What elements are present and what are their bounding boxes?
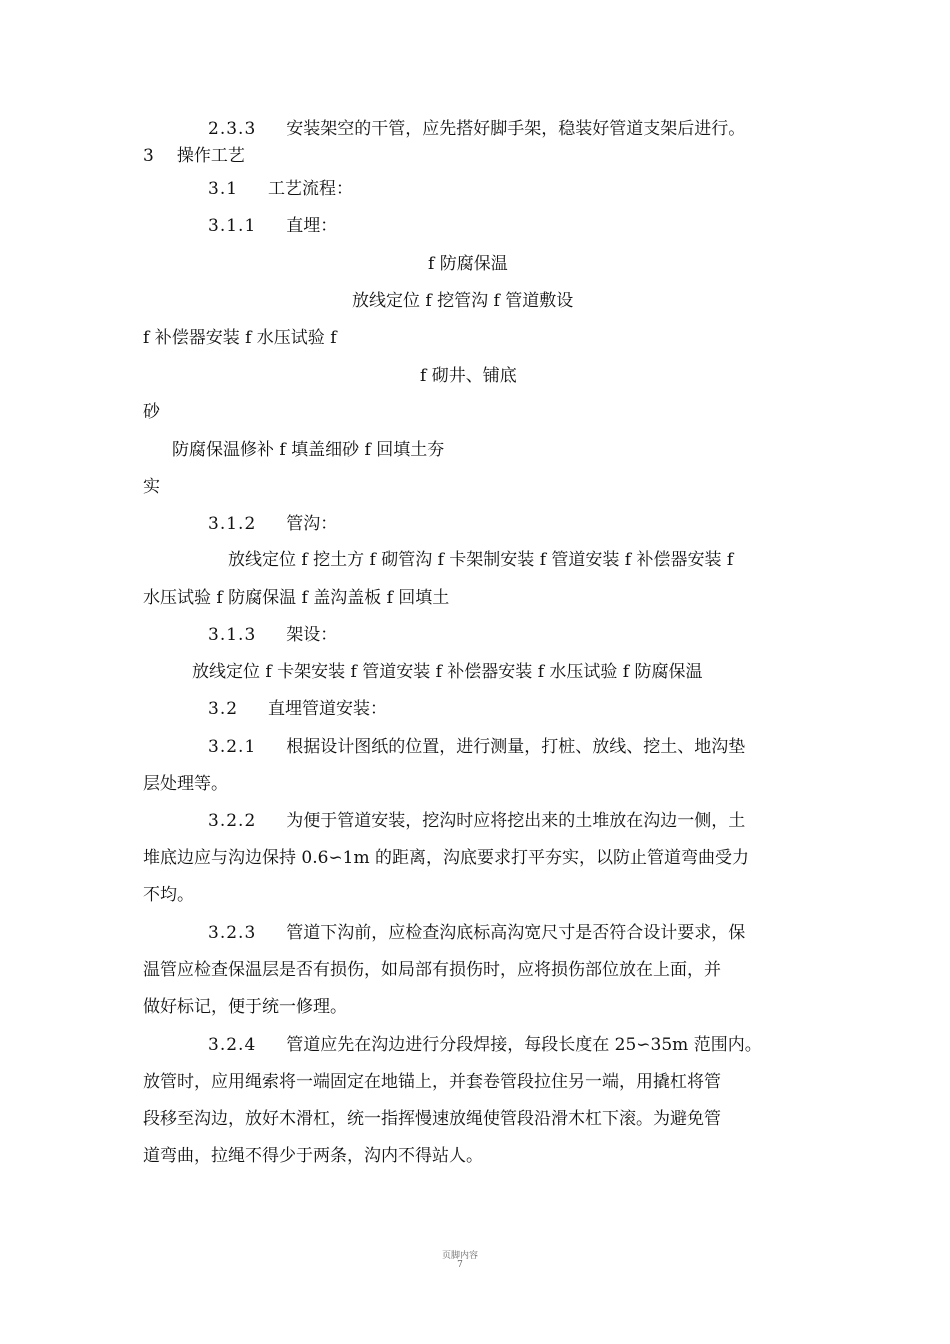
section-number: 3.2.1 xyxy=(208,737,257,757)
flow-line: f 防腐保温 xyxy=(428,254,508,274)
paragraph-text: 管道下沟前，应检查沟底标高沟宽尺寸是否符合设计要求，保 xyxy=(286,923,746,943)
para-2-3-3 xyxy=(208,118,745,140)
paragraph-text: 根据设计图纸的位置，进行测量，打桩、放线、挖土、地沟垫 xyxy=(286,737,746,757)
paragraph-line: 段移至沟边，放好木滑杠，统一指挥慢速放绳使管段沿滑木杠下滚。为避免管 xyxy=(143,1109,721,1129)
flow-line: 实 xyxy=(143,477,160,497)
heading-text: 架设： xyxy=(286,625,338,645)
paragraph-line: 层处理等。 xyxy=(143,774,228,794)
heading-text: 工艺流程： xyxy=(268,179,354,199)
flow-line: 放线定位 f 卡架安装 f 管道安装 f 补偿器安装 f 水压试验 f 防腐保温 xyxy=(192,662,703,682)
footer-label: 页脚内容 xyxy=(441,1251,478,1261)
section-number: 3.2.3 xyxy=(208,923,257,943)
heading-text: 管沟： xyxy=(286,514,338,534)
para-3-2-2 xyxy=(208,810,745,832)
paragraph-text: 安装架空的干管，应先搭好脚手架，稳装好管道支架后进行。 xyxy=(286,119,746,139)
section-number: 3 xyxy=(143,146,155,166)
heading-text: 直埋管道安装： xyxy=(268,699,388,719)
para-3-2-4 xyxy=(208,1034,762,1056)
section-number: 3.1.3 xyxy=(208,625,257,645)
page-number: 7 xyxy=(457,1260,463,1270)
para-3-2-3 xyxy=(208,922,745,944)
heading-3-1 xyxy=(208,178,353,200)
heading-text: 直埋： xyxy=(286,216,338,236)
heading-3-1-1 xyxy=(208,215,337,237)
para-3-2-1 xyxy=(208,736,745,758)
flow-line: 放线定位 f 挖土方 f 砌管沟 f 卡架制安装 f 管道安装 f 补偿器安装 f xyxy=(228,550,734,570)
paragraph-line: 不均。 xyxy=(143,885,194,905)
flow-line: 水压试验 f 防腐保温 f 盖沟盖板 f 回填土 xyxy=(143,588,450,608)
paragraph-line: 道弯曲，拉绳不得少于两条，沟内不得站人。 xyxy=(143,1146,483,1166)
heading-3-2 xyxy=(208,698,387,720)
paragraph-text: 管道应先在沟边进行分段焊接，每段长度在 25∽35m 范围内。 xyxy=(286,1035,762,1055)
flow-line: 防腐保温修补 f 填盖细砂 f 回填土夯 xyxy=(172,440,445,460)
flow-line: 放线定位 f 挖管沟 f 管道敷设 xyxy=(352,291,574,311)
section-number: 3.2 xyxy=(208,699,239,719)
heading-3 xyxy=(143,145,245,167)
heading-text: 操作工艺 xyxy=(176,146,245,166)
flow-line: f 补偿器安装 f 水压试验 f xyxy=(143,328,337,348)
section-number: 3.1.2 xyxy=(208,514,257,534)
section-number: 2.3.3 xyxy=(208,119,257,139)
paragraph-line: 做好标记，便于统一修理。 xyxy=(143,997,347,1017)
heading-3-1-2 xyxy=(208,513,337,535)
section-number: 3.1 xyxy=(208,179,239,199)
flow-line: 砂 xyxy=(143,402,160,422)
paragraph-line: 温管应检查保温层是否有损伤，如局部有损伤时，应将损伤部位放在上面，并 xyxy=(143,960,721,980)
flow-line: f 砌井、铺底 xyxy=(420,366,517,386)
section-number: 3.2.4 xyxy=(208,1035,257,1055)
section-number: 3.1.1 xyxy=(208,216,257,236)
paragraph-text: 为便于管道安装，挖沟时应将挖出来的土堆放在沟边一侧，土 xyxy=(286,811,746,831)
paragraph-line: 放管时，应用绳索将一端固定在地锚上，并套卷管段拉住另一端，用撬杠将管 xyxy=(143,1072,721,1092)
section-number: 3.2.2 xyxy=(208,811,257,831)
paragraph-line: 堆底边应与沟边保持 0.6∽1m 的距离，沟底要求打平夯实，以防止管道弯曲受力 xyxy=(143,848,750,868)
heading-3-1-3 xyxy=(208,624,337,646)
